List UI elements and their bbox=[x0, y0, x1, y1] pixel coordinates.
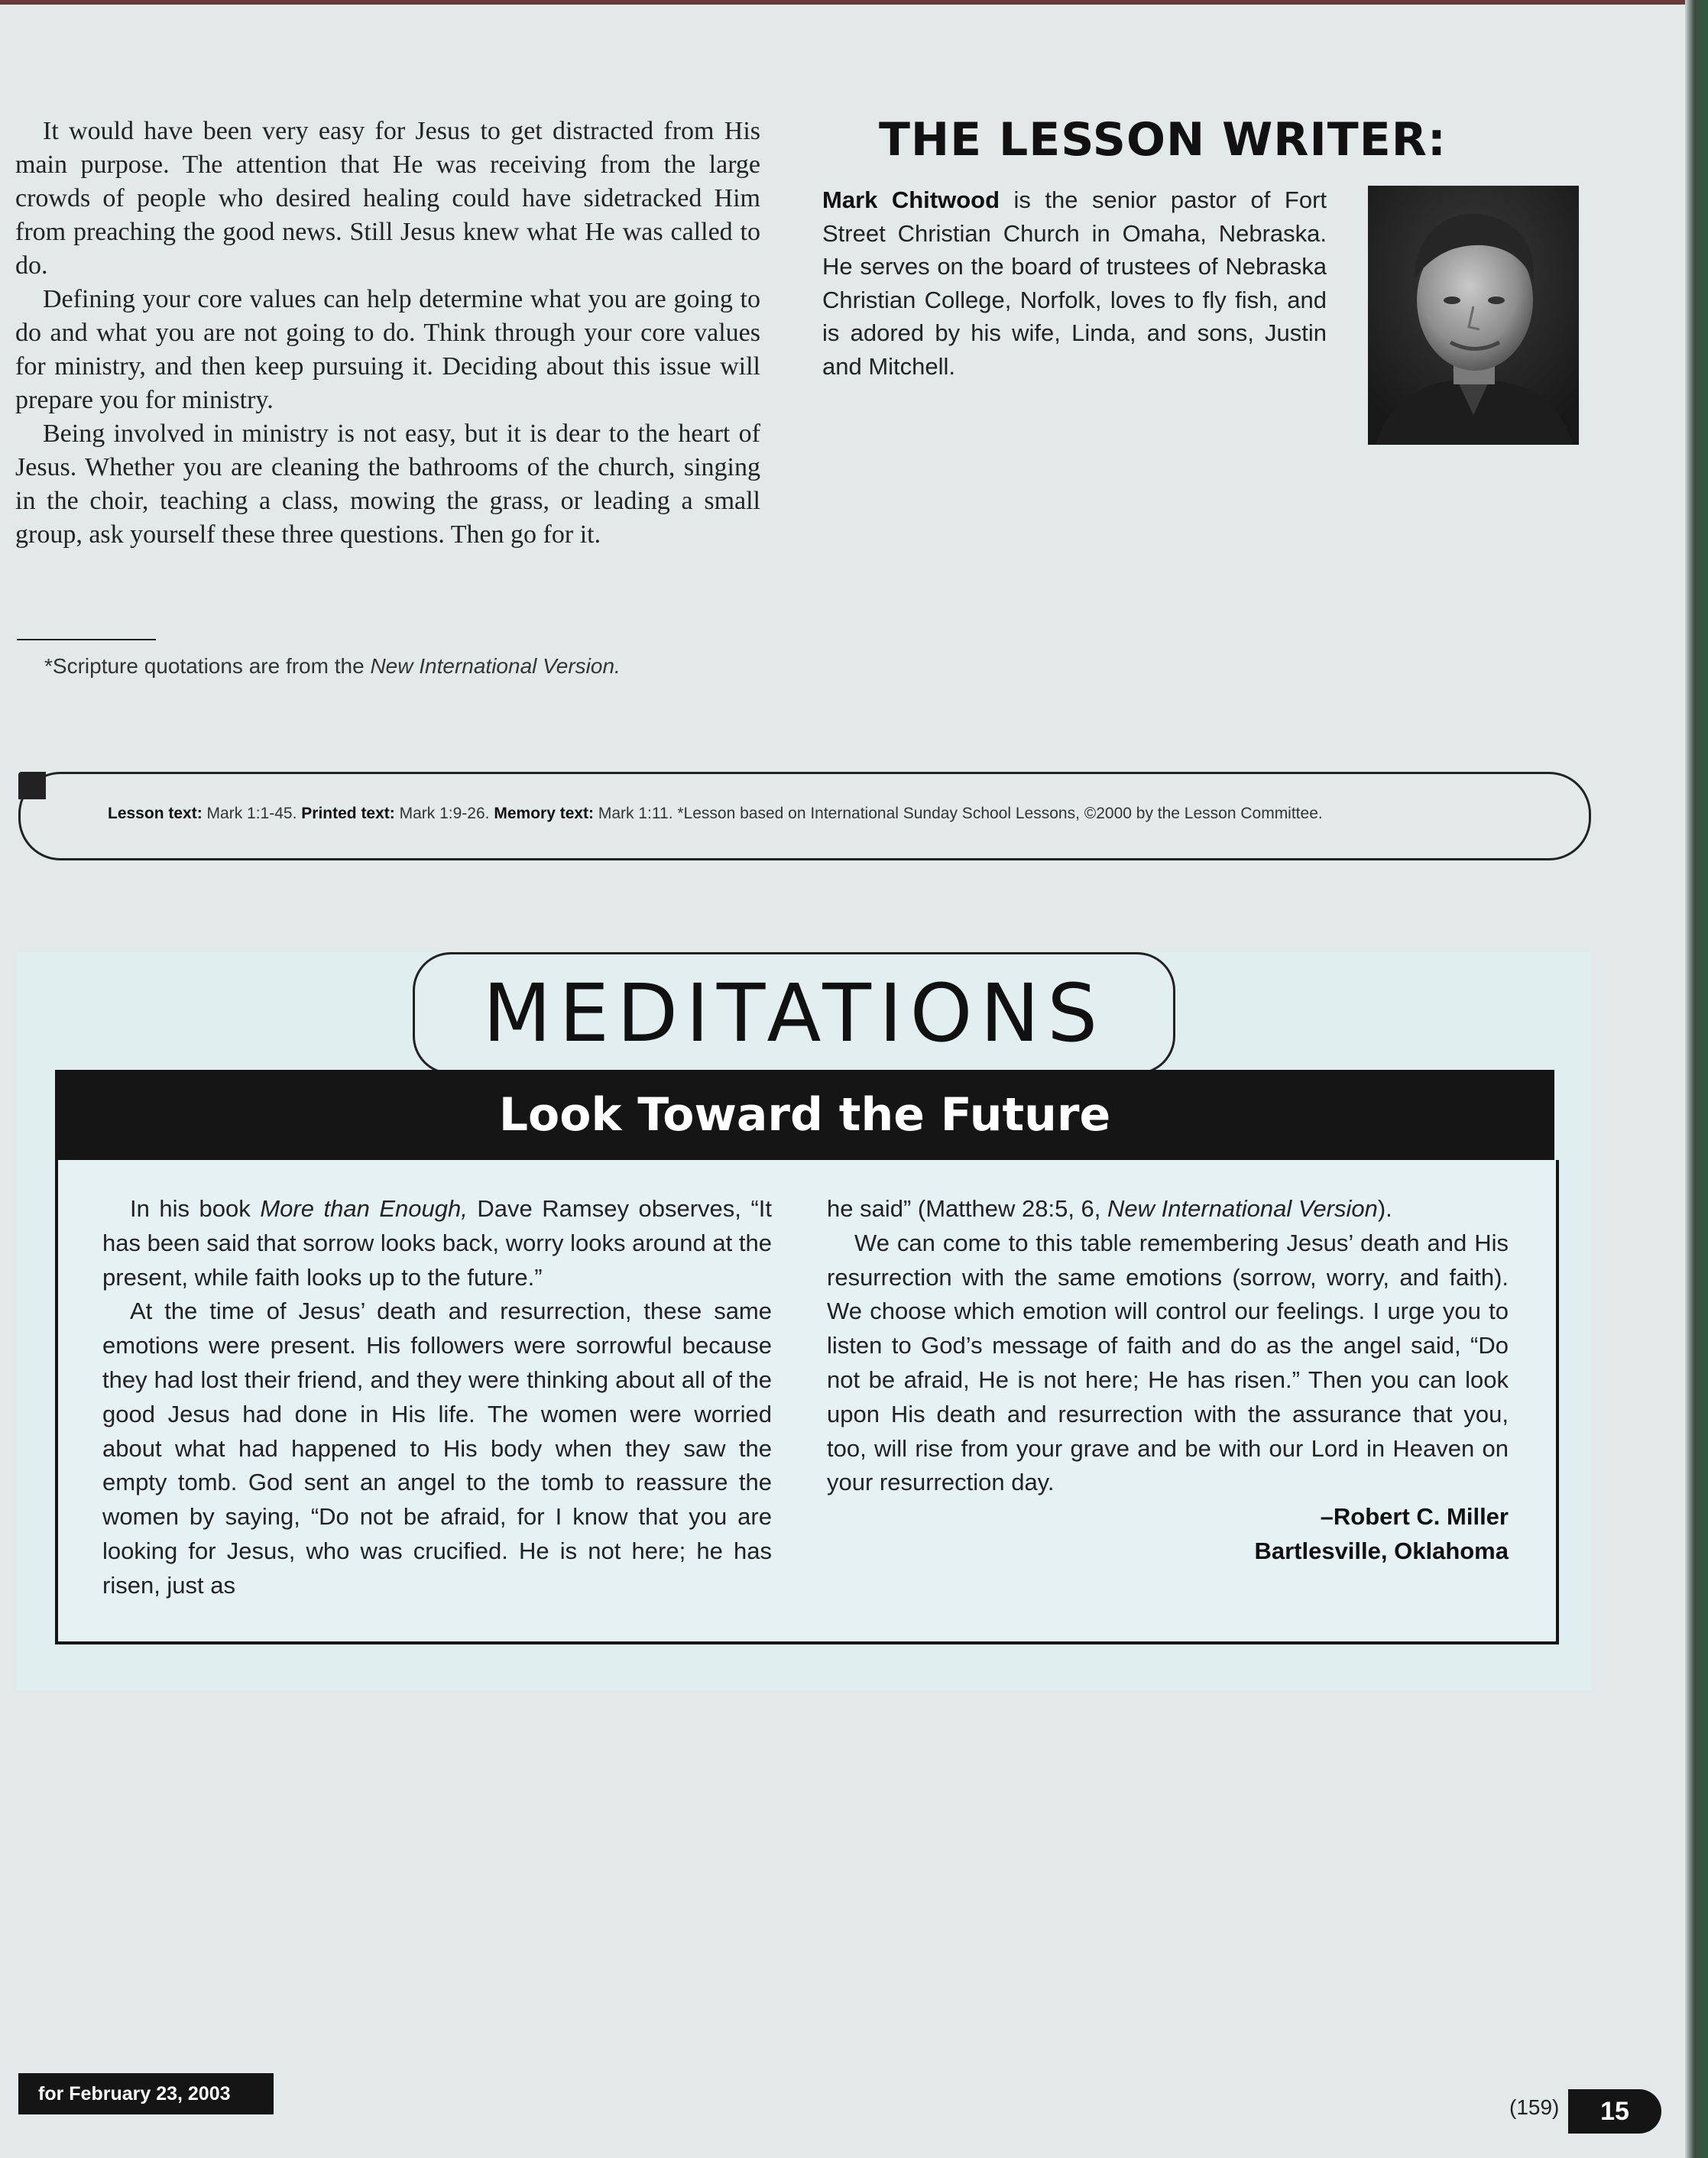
meditations-title: MEDITATIONS bbox=[482, 967, 1106, 1060]
meditations-title-frame bbox=[413, 952, 1175, 1074]
writer-name: Mark Chitwood bbox=[822, 186, 1000, 213]
meditation-paragraph bbox=[827, 1192, 1509, 1226]
banner-tab bbox=[18, 772, 46, 799]
memory-text-value: Mark 1:11. *Lesson based on International Sunday School Lessons, ©2000 by the Lesson Committee. bbox=[594, 805, 1323, 822]
bible-version: New International Version bbox=[1107, 1195, 1378, 1222]
meditation-paragraph: At the time of Jesus’ death and resurrection, these same emotions were present. His followers were sorrowful because they had lost their friend, and they were thinking about all of the good Jesus had done in His life. The women were worried about what had happened to His body when they saw the empty tomb. God sent an angel to the tomb to reassure the women by saying, “Do not be afraid, for I know that you are looking for Jesus, who was crucified. He is not here; he has risen, just as bbox=[102, 1298, 772, 1599]
meditation-text: ). bbox=[1377, 1195, 1392, 1222]
folio-number: (159) bbox=[1509, 2095, 1560, 2119]
footnote-text: *Scripture quotations are from the bbox=[44, 654, 371, 678]
printed-text-label: Printed text: bbox=[301, 805, 395, 822]
article-paragraph: Being involved in ministry is not easy, but it is dear to the heart of Jesus. Whether you are cleaning the bathrooms of the church, singing in the choir, teaching a class, mowing the grass, or leading a small group, ask yourself these three questions. Then go for it. bbox=[15, 420, 760, 549]
article-paragraph: It would have been very easy for Jesus to get distracted from His main purpose. The attention that He was receiving from the large crowds of people who desired healing could have sidetracked Him from preaching the good news. Still Jesus knew what He was called to do. bbox=[15, 117, 760, 280]
page-number: 15 bbox=[1568, 2089, 1661, 2134]
meditation-text: he said” (Matthew 28:5, 6, bbox=[827, 1195, 1108, 1222]
meditation-text: Dave Ramsey observes, “It has been said that sorrow looks back, worry looks around at the present, while faith looks up to the future.” bbox=[102, 1195, 772, 1291]
memory-text-label: Memory text: bbox=[494, 805, 595, 822]
meditation-text: In his book bbox=[130, 1195, 261, 1222]
book-title: More than Enough, bbox=[260, 1195, 468, 1222]
page-edge-right bbox=[1685, 0, 1708, 2158]
lesson-text-banner bbox=[18, 772, 1591, 860]
meditation-author-location: Bartlesville, Oklahoma bbox=[1254, 1537, 1509, 1564]
lesson-references bbox=[108, 805, 1323, 823]
meditation-heading-bar bbox=[55, 1070, 1554, 1160]
meditation-paragraph bbox=[102, 1192, 772, 1294]
issue-date: for February 23, 2003 bbox=[18, 2073, 274, 2114]
article-body bbox=[15, 115, 760, 552]
lesson-text-label: Lesson text: bbox=[108, 805, 203, 822]
lesson-writer-heading: THE LESSON WRITER: bbox=[879, 113, 1447, 167]
article-paragraph: Defining your core values can help determine what you are going to do and what you are not going to do. Think through your core values for ministry, and then keep pursuing it. Deciding about this issue will prepare you for ministry. bbox=[15, 285, 760, 414]
meditation-heading: Look Toward the Future bbox=[498, 1088, 1111, 1142]
footnote-version: New International Version. bbox=[370, 654, 621, 678]
lesson-writer-bio bbox=[822, 183, 1327, 383]
writer-bio-text: is the senior pastor of Fort Street Christian Church in Omaha, Nebraska. He serves on the board of trustees of Nebraska Christian College, Norfolk, loves to fly fish, and is adored by his wife, Linda, and sons, Justin and Mitchell. bbox=[822, 186, 1327, 380]
portrait-photo-icon bbox=[1368, 186, 1579, 445]
meditation-author: –Robert C. Miller bbox=[1320, 1503, 1509, 1531]
meditation-column-right bbox=[827, 1192, 1509, 1569]
printed-text-value: Mark 1:9-26. bbox=[394, 805, 494, 822]
page-edge-top bbox=[0, 0, 1708, 5]
portrait-svg bbox=[1368, 186, 1579, 445]
scripture-footnote bbox=[44, 654, 732, 679]
meditation-column-left bbox=[102, 1192, 772, 1603]
footnote-rule bbox=[17, 639, 156, 640]
lesson-text-value: Mark 1:1-45. bbox=[202, 805, 302, 822]
meditation-paragraph: We can come to this table remembering Jesus’ death and His resurrection with the same emotions (sorrow, worry, and faith). We choose which emotion will control our feelings. I urge you to listen to God’s message of faith and do as the angel said, “Do not be afraid, He is not here; He has risen.” Then you can look upon His death and resurrection with the assurance that you, too, will rise from your grave and be with our Lord in Heaven on your resurrection day. bbox=[827, 1229, 1509, 1496]
